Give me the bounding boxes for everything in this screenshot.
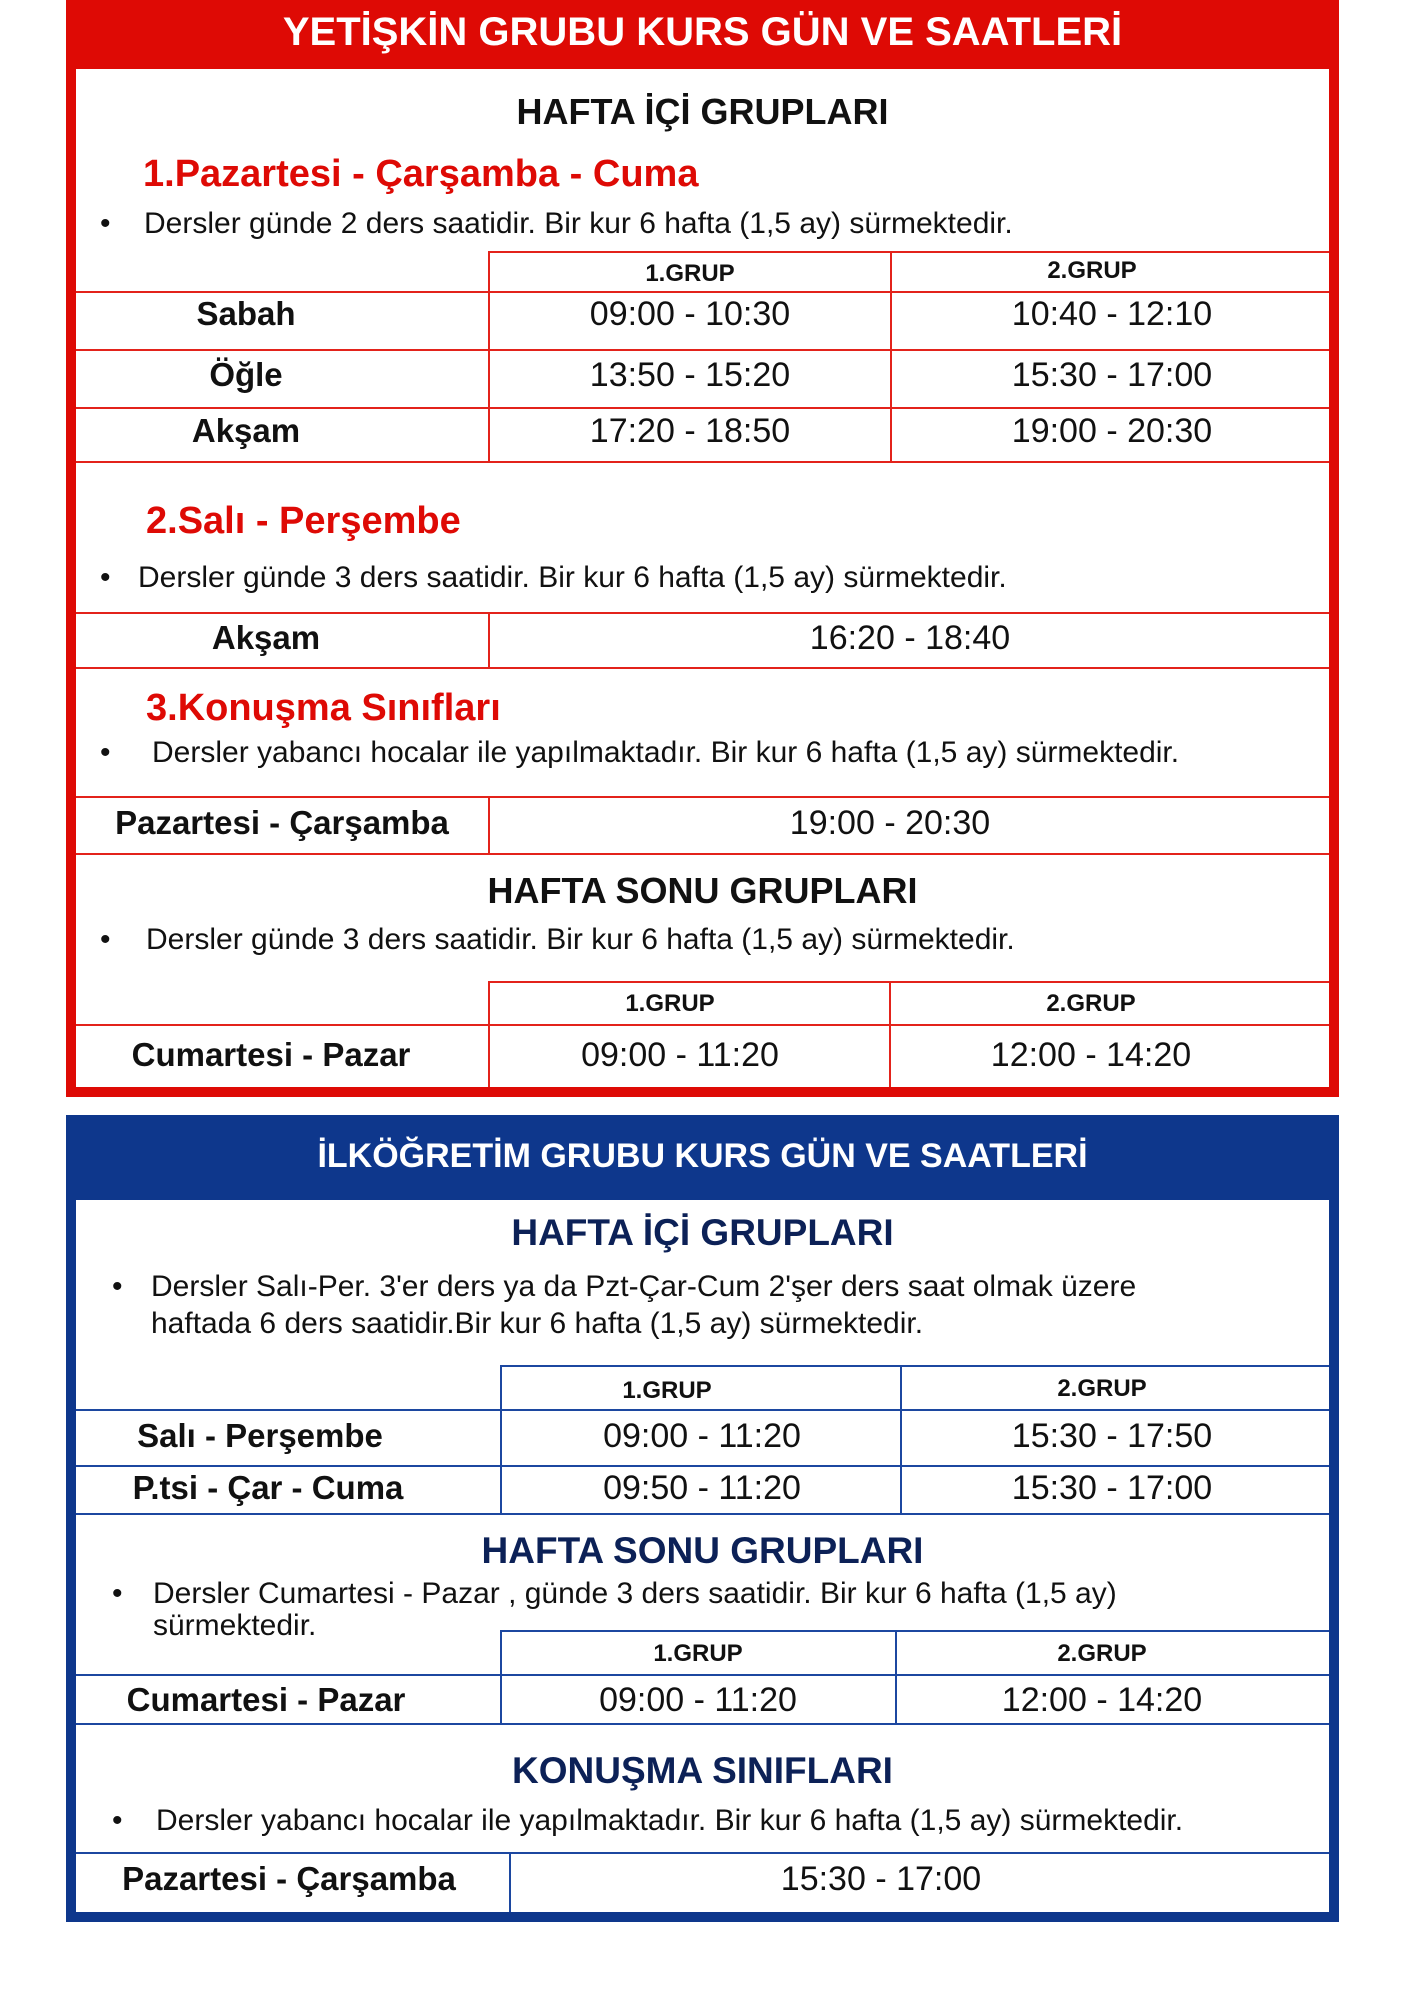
time-cell: 19:00 - 20:30: [789, 804, 991, 842]
bullet-icon: •: [100, 561, 111, 594]
time-cell: 15:30 - 17:50: [1011, 1417, 1213, 1455]
time-cell: 16:20 - 18:40: [809, 619, 1011, 657]
group-header-1: 1.GRUP: [653, 1640, 743, 1667]
group-header-1: 1.GRUP: [622, 1377, 712, 1404]
row-label-ogle: Öğle: [209, 356, 283, 393]
bullet-icon: •: [100, 736, 111, 769]
divider: [76, 853, 1329, 855]
divider: [76, 461, 1329, 463]
bullet-icon: •: [100, 207, 111, 240]
primary-conv-heading: KONUŞMA SINIFLARI: [512, 1750, 893, 1791]
divider: [500, 1365, 1329, 1367]
adult-mwf-note: • Dersler günde 2 ders saatidir. Bir kur 6 hafta (1,5 ay) sürmektedir.: [100, 207, 1013, 240]
adult-conv-note: • Dersler yabancı hocalar ile yapılmaktadır. Bir kur 6 hafta (1,5 ay) sürmektedir.: [100, 736, 1180, 769]
divider: [488, 981, 1329, 983]
divider: [76, 1723, 1329, 1725]
bullet-icon: •: [112, 1577, 123, 1610]
time-cell: 12:00 - 14:20: [990, 1036, 1192, 1074]
group-header-2: 2.GRUP: [1057, 1375, 1147, 1402]
divider: [500, 1630, 1329, 1632]
group-header-2: 2.GRUP: [1057, 1640, 1147, 1667]
time-cell: 15:30 - 17:00: [1011, 1469, 1213, 1507]
adult-tt-title: 2.Salı - Perşembe: [146, 500, 461, 542]
adult-panel-body: [76, 69, 1329, 1087]
time-cell: 19:00 - 20:30: [1011, 412, 1213, 450]
time-cell: 09:00 - 11:20: [581, 1036, 779, 1074]
row-label-aksam: Akşam: [211, 619, 321, 656]
primary-weekend-heading: HAFTA SONU GRUPLARI: [481, 1530, 924, 1571]
row-label-weekend: Cumartesi - Pazar: [126, 1681, 406, 1718]
divider: [76, 1024, 1329, 1026]
divider: [76, 407, 1329, 409]
time-cell: 09:00 - 11:20: [599, 1681, 797, 1719]
time-cell: 09:00 - 11:20: [603, 1417, 801, 1455]
bullet-icon: •: [112, 1804, 123, 1837]
adult-tt-note: • Dersler günde 3 ders saatidir. Bir kur 6 hafta (1,5 ay) sürmektedir.: [100, 561, 1007, 594]
divider: [76, 796, 1329, 798]
divider: [76, 349, 1329, 351]
divider: [76, 612, 1329, 614]
row-label-aksam: Akşam: [191, 412, 301, 449]
row-label-sali-persembe: Salı - Perşembe: [137, 1417, 383, 1454]
divider: [76, 667, 1329, 669]
divider: [76, 291, 1329, 293]
adult-schedule-panel: [66, 0, 1339, 1097]
divider: [488, 251, 1329, 253]
divider: [76, 1513, 1329, 1515]
adult-weekend-heading: HAFTA SONU GRUPLARI: [487, 870, 918, 911]
row-label-weekend: Cumartesi - Pazar: [131, 1036, 411, 1073]
time-cell: 15:30 - 17:00: [1011, 356, 1213, 394]
primary-panel-title: İLKÖĞRETİM GRUBU KURS GÜN VE SAATLERİ: [317, 1137, 1088, 1175]
adult-weekday-heading: HAFTA İÇİ GRUPLARI: [516, 91, 889, 132]
time-cell: 10:40 - 12:10: [1011, 295, 1213, 333]
row-label-pzt-car: Pazartesi - Çarşamba: [122, 1860, 456, 1897]
bullet-icon: •: [112, 1270, 123, 1303]
group-header-2: 2.GRUP: [1047, 257, 1137, 284]
row-label-pzt-car: Pazartesi - Çarşamba: [115, 804, 449, 841]
time-cell: 09:50 - 11:20: [603, 1469, 801, 1507]
adult-weekend-note: • Dersler günde 3 ders saatidir. Bir kur 6 hafta (1,5 ay) sürmektedir.: [100, 923, 1015, 956]
adult-panel-title: YETİŞKİN GRUBU KURS GÜN VE SAATLERİ: [282, 10, 1123, 54]
row-label-sabah: Sabah: [196, 295, 296, 332]
divider: [76, 1465, 1329, 1467]
group-header-1: 1.GRUP: [625, 990, 715, 1017]
primary-panel-body: [76, 1200, 1329, 1912]
time-cell: 15:30 - 17:00: [780, 1860, 982, 1898]
divider: [76, 1852, 1329, 1854]
divider: [76, 1409, 1329, 1411]
primary-weekend-note: • Dersler Cumartesi - Pazar , günde 3 ders saatidir. Bir kur 6 hafta (1,5 ay) sürmektedir.: [112, 1577, 1117, 1642]
group-header-2: 2.GRUP: [1046, 990, 1136, 1017]
time-cell: 13:50 - 15:20: [589, 356, 791, 394]
divider: [76, 1674, 1329, 1676]
adult-conv-title: 3.Konuşma Sınıfları: [146, 687, 501, 729]
time-cell: 09:00 - 10:30: [589, 295, 791, 333]
time-cell: 17:20 - 18:50: [589, 412, 791, 450]
primary-conv-note: • Dersler yabancı hocalar ile yapılmaktadır. Bir kur 6 hafta (1,5 ay) sürmektedir.: [112, 1804, 1184, 1837]
bullet-icon: •: [100, 923, 111, 956]
adult-mwf-title: 1.Pazartesi - Çarşamba - Cuma: [143, 153, 699, 195]
row-label-pzt-car-cuma: P.tsi - Çar - Cuma: [132, 1469, 404, 1506]
primary-weekday-note: • Dersler Salı-Per. 3'er ders ya da Pzt-Çar-Cum 2'şer ders saat olmak üzere haftada 6 ders saatidir.Bir kur 6 hafta (1,5 ay) sürmektedir.: [112, 1270, 1137, 1340]
primary-schedule-panel: [66, 1115, 1339, 1922]
time-cell: 12:00 - 14:20: [1001, 1681, 1203, 1719]
group-header-1: 1.GRUP: [645, 260, 735, 287]
primary-weekday-heading: HAFTA İÇİ GRUPLARI: [511, 1212, 894, 1253]
